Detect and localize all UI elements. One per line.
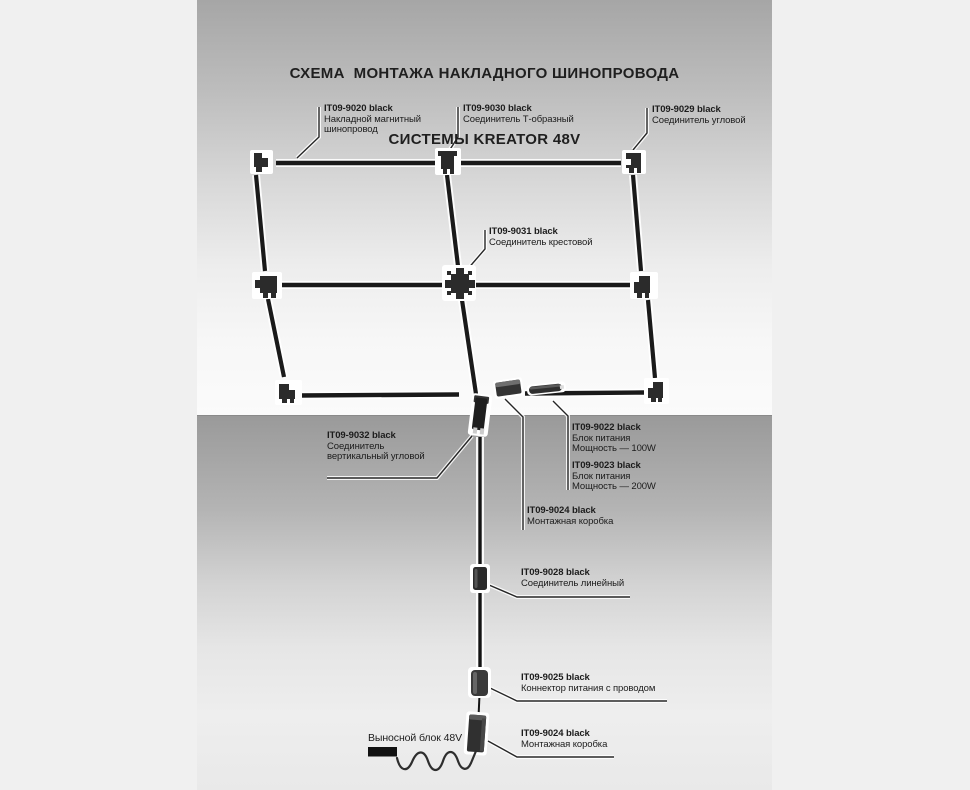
power-supply-box <box>493 377 524 399</box>
part-code: IT09-9024 black <box>527 505 596 516</box>
cross-connector-center <box>442 265 476 301</box>
part-desc: Соединитель угловой <box>652 114 746 126</box>
part-desc: шинопровод <box>324 124 378 136</box>
power-feed-connector <box>468 667 491 698</box>
scheme-title-line2: СИСТЕМЫ KREATOR 48V <box>388 131 581 148</box>
label-it09-9024-bottom <box>521 729 607 750</box>
scheme-title-line1: СХЕМА МОНТАЖА НАКЛАДНОГО ШИНОПРОВОДА <box>289 65 680 82</box>
leader-9024a <box>505 399 523 530</box>
part-desc: Мощность — 100W <box>572 443 656 455</box>
corner-connector-bottom-left <box>275 380 302 405</box>
label-it09-9030 <box>463 104 574 125</box>
label-it09-9020 <box>324 104 421 136</box>
part-code: IT09-9030 black <box>463 103 532 114</box>
part-desc: Мощность — 200W <box>572 481 656 493</box>
tee-connector-mid-right <box>630 272 658 299</box>
part-desc: Накладной магнитный <box>324 113 421 125</box>
part-code: IT09-9032 black <box>327 430 396 441</box>
part-code: IT09-9028 black <box>521 567 590 578</box>
part-code: IT09-9022 black <box>572 422 641 433</box>
part-code: IT09-9025 black <box>521 672 590 683</box>
tee-connector-mid-left <box>252 272 282 299</box>
vertical-corner-connector <box>468 393 493 437</box>
label-it09-9031 <box>489 227 592 248</box>
part-code: IT09-9031 black <box>489 226 558 237</box>
label-it09-9025 <box>521 673 655 694</box>
label-it09-9029 <box>652 105 746 126</box>
part-desc: Блок питания <box>572 470 631 482</box>
part-desc: Блок питания <box>572 432 631 444</box>
corner-connector-bottom-right <box>644 378 669 404</box>
track-col-left-lower <box>268 299 284 377</box>
mounting-box <box>464 711 490 755</box>
track-col-mid-lower <box>462 300 476 394</box>
label-it09-9032 <box>327 431 425 463</box>
part-desc: Соединитель крестовой <box>489 236 593 248</box>
scheme-panel <box>197 0 772 789</box>
part-code: IT09-9024 black <box>521 728 590 739</box>
part-desc: Соединитель линейный <box>521 577 625 589</box>
leader-9022-9023 <box>553 401 568 490</box>
part-desc: Монтажная коробка <box>521 738 608 750</box>
part-desc: вертикальный угловой <box>327 451 425 463</box>
part-desc: Соединитель Т-образный <box>463 113 574 125</box>
part-desc: Монтажная коробка <box>527 515 614 527</box>
label-it09-9022 <box>572 423 656 455</box>
part-desc: Соединитель <box>327 440 385 452</box>
track-row3-left <box>299 395 459 396</box>
part-code: IT09-9023 black <box>572 460 641 471</box>
label-remote-block: Выносной блок 48V <box>368 732 462 744</box>
part-code: IT09-9020 black <box>324 103 393 114</box>
coiled-cord <box>397 751 476 770</box>
linear-connector <box>470 564 490 593</box>
part-code: IT09-9029 black <box>652 104 721 115</box>
label-it09-9024-top <box>527 506 613 527</box>
part-desc: Коннектор питания с проводом <box>521 682 656 694</box>
label-it09-9023 <box>572 461 656 493</box>
remote-48v-block <box>368 747 397 757</box>
label-it09-9028 <box>521 568 624 589</box>
